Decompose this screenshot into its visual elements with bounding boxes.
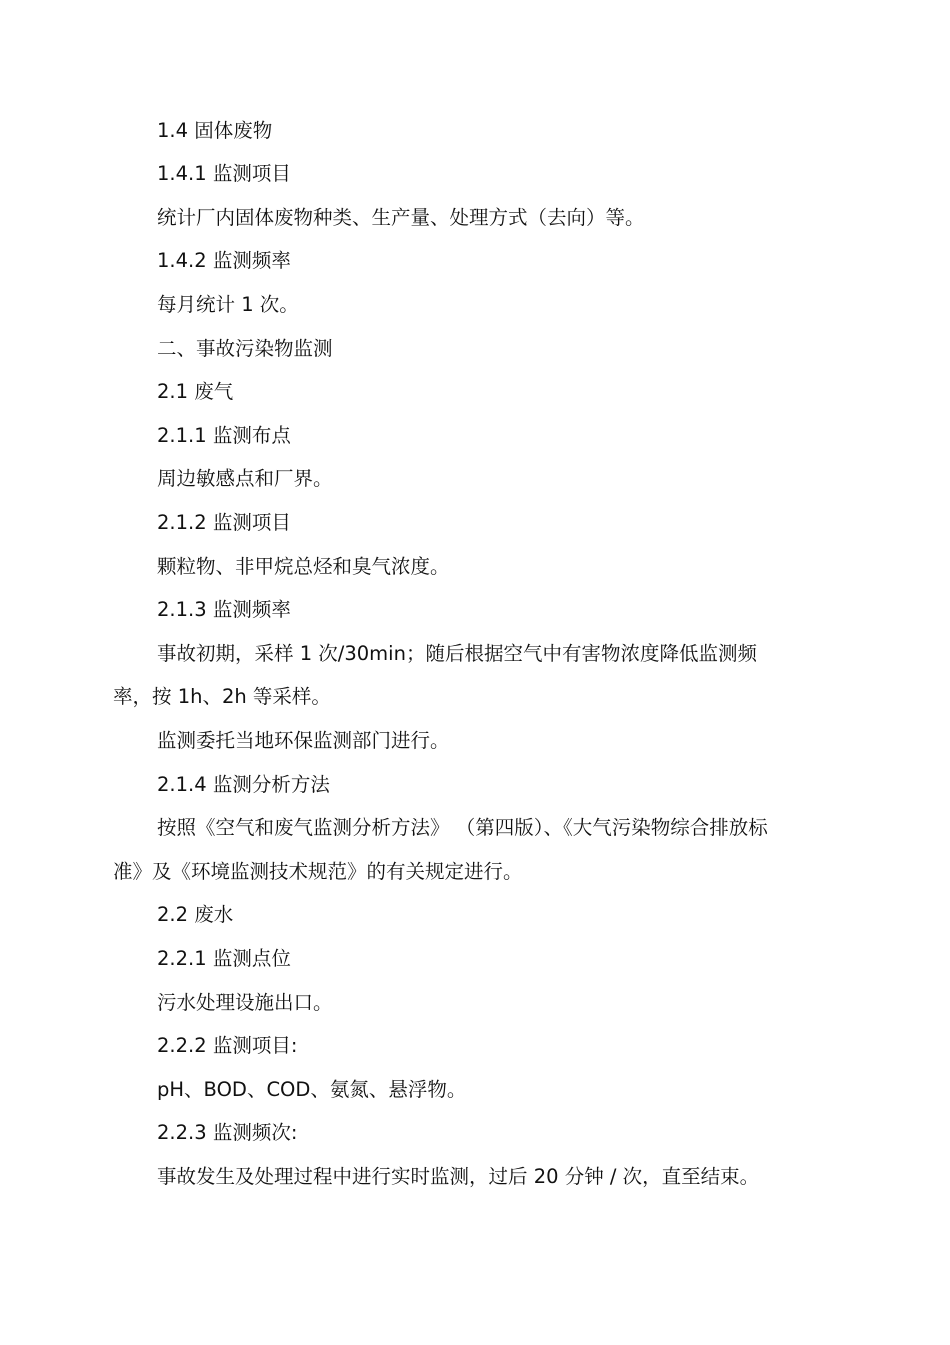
subsection-heading-2-2-3: 2.2.3 监测频次: (157, 1121, 298, 1144)
section-heading-1-4: 1.4 固体废物 (157, 119, 273, 142)
subsection-heading-2-1-4: 2.1.4 监测分析方法 (157, 773, 330, 796)
paragraph-text: 颗粒物、非甲烷总烃和臭气浓度。 (157, 555, 450, 578)
subsection-heading-2-1-3: 2.1.3 监测频率 (157, 598, 291, 621)
paragraph-text: pH、BOD、COD、氨氮、悬浮物。 (157, 1078, 467, 1101)
paragraph-text: 周边敏感点和厂界。 (157, 467, 333, 490)
subsection-heading-2-1-2: 2.1.2 监测项目 (157, 511, 291, 534)
paragraph-text: 事故发生及处理过程中进行实时监测，过后 20 分钟 / 次，直至结束。 (157, 1165, 760, 1188)
subsection-heading-2-2-2: 2.2.2 监测项目: (157, 1034, 298, 1057)
paragraph-text-continued: 率，按 1h、2h 等采样。 (113, 685, 331, 708)
paragraph-text: 每月统计 1 次。 (157, 293, 299, 316)
section-heading-2-1: 2.1 废气 (157, 380, 234, 403)
paragraph-text: 污水处理设施出口。 (157, 991, 333, 1014)
paragraph-text-continued: 准》及《环境监测技术规范》的有关规定进行。 (113, 860, 523, 883)
paragraph-text: 按照《空气和废气监测分析方法》 （第四版）、《大气污染物综合排放标 (157, 816, 768, 839)
paragraph-text: 统计厂内固体废物种类、生产量、处理方式（去向）等。 (157, 206, 645, 229)
subsection-heading-1-4-1: 1.4.1 监测项目 (157, 162, 291, 185)
chapter-heading-2: 二、事故污染物监测 (157, 337, 333, 360)
paragraph-text: 监测委托当地环保监测部门进行。 (157, 729, 450, 752)
subsection-heading-2-2-1: 2.2.1 监测点位 (157, 947, 291, 970)
section-heading-2-2: 2.2 废水 (157, 903, 234, 926)
subsection-heading-1-4-2: 1.4.2 监测频率 (157, 249, 291, 272)
paragraph-text: 事故初期，采样 1 次/30min；随后根据空气中有害物浓度降低监测频 (157, 642, 757, 665)
subsection-heading-2-1-1: 2.1.1 监测布点 (157, 424, 291, 447)
